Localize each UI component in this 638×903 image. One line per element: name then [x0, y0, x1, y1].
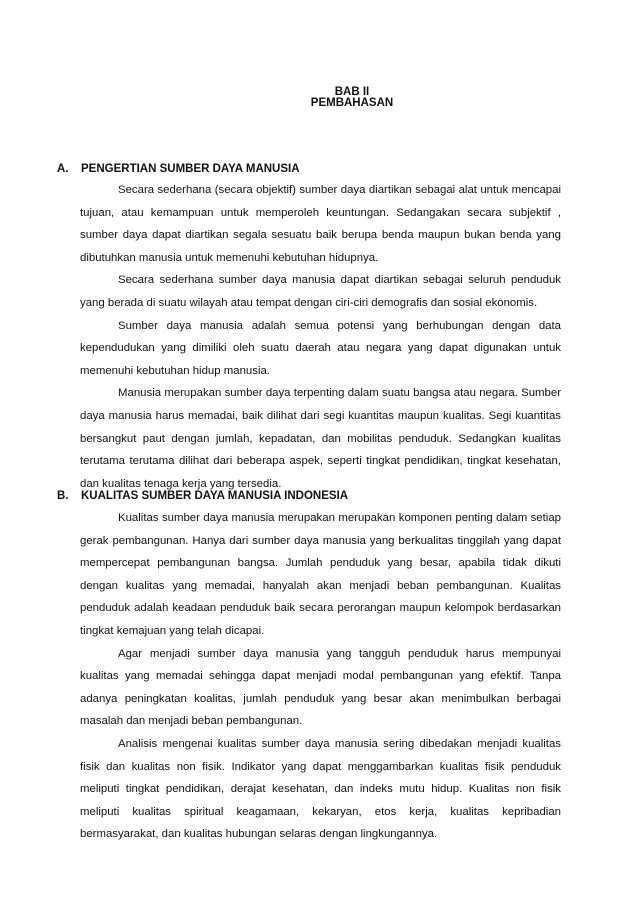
section-number: A.: [57, 163, 69, 175]
paragraph: Kualitas sumber daya manusia merupakan merupakan komponen penting dalam setiap gerak pembangunan. Hanya dari sumber daya manusia yang berkualitas tinggilah yang dapat mempercepat pembangunan bangsa. Jumlah penduduk yang besar, apabila tidak dikuti dengan kualitas yang memadai, hanyalah akan menjadi beban pembangunan. Kualitas penduduk adalah keadaan penduduk baik secara perorangan maupun kelompok berdasarkan tingkat kemajuan yang telah dicapai.: [80, 512, 561, 637]
section-number: B.: [57, 490, 69, 502]
paragraph: Manusia merupakan sumber daya terpenting dalam suatu bangsa atau negara. Sumber daya manusia harus memadai, baik dilihat dari segi kuantitas maupun kualitas. Segi kuantitas bersangkut paut dengan jumlah, kepadatan, dan mobilitas penduduk. Sedangkan kualitas terutama terutama dilihat dari beberapa aspek, seperti tingkat pendidikan, tingkat kesehatan, dan kualitas tenaga kerja yang tersedia.: [80, 387, 561, 490]
paragraph: Analisis mengenai kualitas sumber daya manusia sering dibedakan menjadi kualitas fisik dan kualitas non fisik. Indikator yang dapat menggambarkan kualitas fisik penduduk meliputi tingkat pendidikan, derajat kesehatan, dan indeks mutu hidup. Kualitas non fisik meliputi kualitas spiritual keagamaan, kekaryan, etos kerja, kualitas kepribadian bermasyarakat, dan kualitas hubungan selaras dengan lingkungannya.: [80, 737, 561, 841]
paragraph: Secara sederhana sumber daya manusia dapat diartikan sebagai seluruh penduduk yang berada di suatu wilayah atau tempat dengan ciri-ciri demografis dan sosial ekonomis.: [80, 274, 561, 309]
paragraph: Agar menjadi sumber daya manusia yang tangguh penduduk harus mempunyai kualitas yang memadai sehingga dapat menjadi modal pembangunan yang efektif. Tanpa adanya peningkatan koalitas, jumlah penduduk yang besar akan menimbulkan berbagai masalah dan menjadi beban pembangunan.: [80, 647, 561, 728]
chapter-title-text: BAB II: [334, 86, 370, 98]
paragraph: Sumber daya manusia adalah semua potensi yang berhubungan dengan data kependudukan yang dimiliki oleh suatu daerah atau negara yang dapat digunakan untuk memenuhi kebutuhan hidup manusia.: [80, 319, 561, 377]
chapter-subtitle: [0, 97, 638, 109]
section-heading-text: KUALITAS SUMBER DAYA MANUSIA INDONESIA: [81, 490, 349, 502]
chapter-subtitle-text: PEMBAHASAN: [310, 97, 394, 109]
section-a-body: [80, 179, 561, 495]
section-heading-a: [57, 163, 300, 175]
section-b-body: [80, 507, 561, 846]
section-heading-text: PENGERTIAN SUMBER DAYA MANUSIA: [81, 163, 300, 175]
section-heading-b: [57, 490, 348, 502]
paragraph: Secara sederhana (secara objektif) sumber daya diartikan sebagai alat untuk mencapai tujuan, atau kemampuan untuk memperoleh keuntungan. Sedangakan secara subjektif , sumber daya dapat diartikan segala sesuatu baik berupa benda maupun bukan benda yang dibutuhkan manusia untuk memenuhi kebutuhan hidupnya.: [80, 184, 561, 264]
